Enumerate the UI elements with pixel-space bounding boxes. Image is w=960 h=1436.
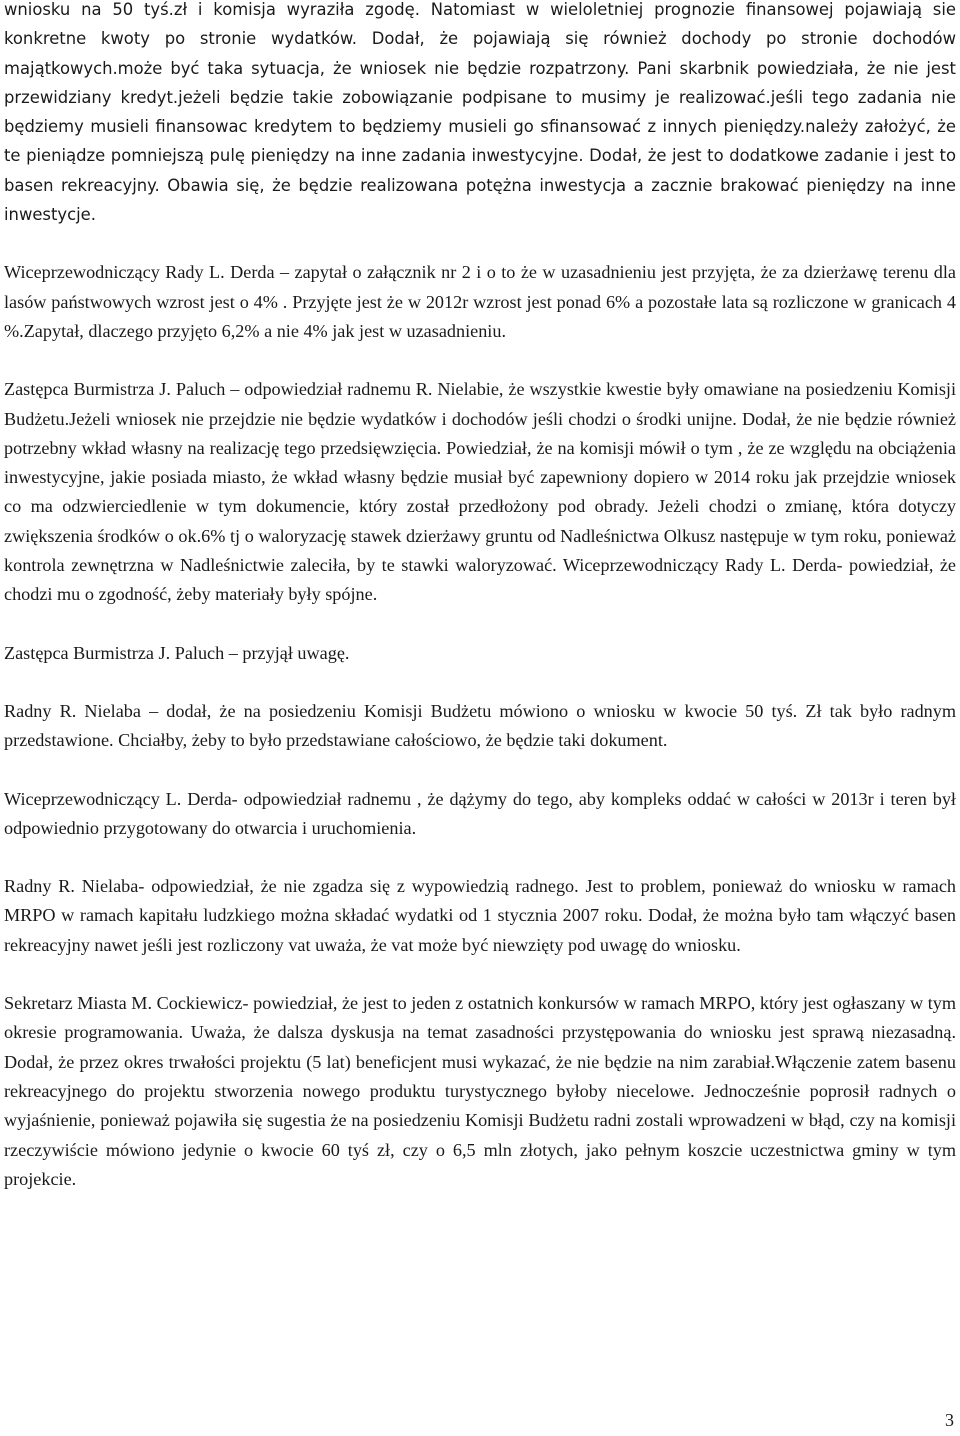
document-page xyxy=(4,0,956,1223)
paragraph-nielaba-reply xyxy=(4,872,956,960)
paragraph-nielaba-adds xyxy=(4,697,956,756)
paragraph-text: Radny R. Nielaba – dodał, że na posiedzeniu Komisji Budżetu mówiono o wniosku w kwocie 50 tyś. Zł tak było radnym przedstawione. Chciałby, żeby to było przedstawiane całościowo, że będzie taki dokument. xyxy=(4,700,956,751)
paragraph-text: Sekretarz Miasta M. Cockiewicz- powiedział, że jest to jeden z ostatnich konkursów w ramach MRPO, który jest ogłaszany w tym okresie programowania. Uważa, że dalsza dyskusja na temat zasadności przystępowania do wniosku jest sprawą niezasadną. Dodał, że przez okres trwałości projektu (5 lat) beneficjent musi wykazać, że nie będzie na nim zarabiał.Włączenie zatem basenu rekreacyjnego do projektu stworzenia nowego produktu turystycznego byłoby niecelowe. Jednocześnie poprosił radnych o wyjaśnienie, ponieważ pojawiła się sugestia że na posiedzeniu Komisji Budżetu radni zostali wprowadzeni w błąd, czy na komisji rzeczywiście mówiono jedynie o kwocie 60 tyś zł, czy o 6,5 mln złotych, jako pełnym koszcie uczestnictwa gminy w tym projekcie. xyxy=(4,993,956,1189)
paragraph-secretary-statement xyxy=(4,989,956,1194)
page-number: 3 xyxy=(945,1410,954,1430)
paragraph-text: Wiceprzewodniczący L. Derda- odpowiedział radnemu , że dążymy do tego, aby kompleks oddać w całości w 2013r i teren był odpowiednio przygotowany do otwarcia i uruchomienia. xyxy=(4,788,956,838)
paragraph-derda-reply xyxy=(4,785,956,844)
paragraph-text: Zastępca Burmistrza J. Paluch – przyjął uwagę. xyxy=(4,642,350,663)
paragraph-text: Zastępca Burmistrza J. Paluch – odpowiedział radnemu R. Nielabie, że wszystkie kwestie były omawiane na posiedzeniu Komisji Budżetu.Jeżeli wniosek nie przejdzie nie będzie wydatków i dochodów jeśli chodzi o środki unijne. Dodał, że nie będzie również potrzebny wkład własny na realizację tego przedsięwzięcia. Powiedział, że na komisji mówił o tym , że ze względu na obciążenia inwestycyjne, jakie posiada miasto, że wkład własny będzie musiał być zapewniony dopiero w 2014 roku jak przejdzie wniosek co ma odzwierciedlenie w tym dokumencie, który został przedłożony pod obrady. Jeżeli chodzi o zmianę, która dotyczy zwiększenia środków o ok.6% tj o waloryzację stawek dzierżawy gruntu od Nadleśnictwa Olkusz następuje w tym roku, ponieważ kontrola zewnętrzna w Nadleśnictwie zaleciła, by te stawki waloryzować. Wiceprzewodniczący Rady L. Derda- powiedział, że chodzi mu o zgodność, żeby materiały były spójne. xyxy=(4,379,956,605)
paragraph-budget-commission xyxy=(4,0,956,229)
paragraph-paluch-accepts xyxy=(4,639,956,668)
paragraph-derda-question xyxy=(4,258,956,346)
paragraph-text: Wiceprzewodniczący Rady L. Derda – zapytał o załącznik nr 2 i o to że w uzasadnieniu jest przyjęta, że za dzierżawę terenu dla lasów państwowych wzrost jest o 4% . Przyjęte jest że w 2012r wzrost jest ponad 6% a pozostałe lata są rozliczone w granicach 4 %.Zapytał, dlaczego przyjęto 6,2% a nie 4% jak jest w uzasadnieniu. xyxy=(4,262,956,341)
paragraph-paluch-answer xyxy=(4,375,956,609)
paragraph-text: wniosku na 50 tyś.zł i komisja wyraziła zgodę. Natomiast w wieloletniej prognozie finansowej pojawiają sie konkretne kwoty po stronie wydatków. Dodał, że pojawiają się również dochody po stronie dochodów majątkowych.może być taka sytuacja, że wniosek nie będzie rozpatrzony. Pani skarbnik powiedziała, że nie jest przewidziany kredyt.jeżeli będzie takie zobowiązanie podpisane to musimy je realizować.jeśli tego zadania nie będziemy musieli finansowac kredytem to będziemy musieli go sfinansować z innych pieniędzy.należy założyć, że te pieniądze pomniejszą pulę pieniędzy na inne zadania inwestycyjne. Dodał, że jest to dodatkowe zadanie i jest to basen rekreacyjny. Obawia się, że będzie realizowana potężna inwestycja a zacznie brakować pieniędzy na inne inwestycje. xyxy=(4,0,956,225)
paragraph-text: Radny R. Nielaba- odpowiedział, że nie zgadza się z wypowiedzią radnego. Jest to problem, ponieważ do wniosku w ramach MRPO w ramach kapitału ludzkiego można składać wydatki od 1 stycznia 2007 roku. Dodał, że można było tam włączyć basen rekreacyjny nawet jeśli jest rozliczony vat uważa, że vat może być niewzięty pod uwagę do wniosku. xyxy=(4,876,956,955)
